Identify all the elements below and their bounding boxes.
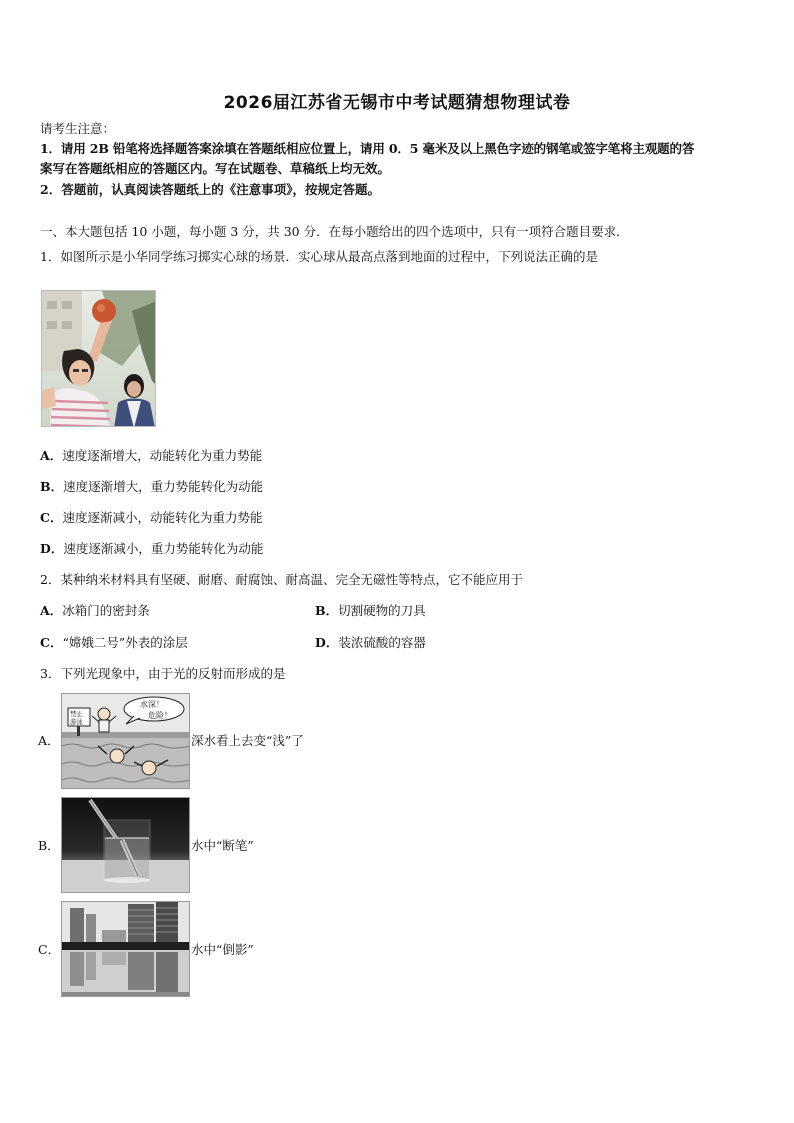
q2-option-a[interactable]: [40, 601, 150, 621]
sign-text-line2: 游泳: [70, 718, 83, 726]
page-title: 2026届江苏省无锡市中考试题猜想物理试卷: [223, 93, 571, 113]
q1-option-a[interactable]: [40, 446, 262, 466]
q3-option-c-label[interactable]: C．: [38, 942, 61, 957]
swimming-warning-image: [61, 693, 190, 789]
q3-option-a-label[interactable]: A．: [38, 733, 60, 748]
broken-pencil-illustration: [62, 798, 190, 893]
q2-option-b-label: B．: [315, 603, 339, 618]
reflection-image: [61, 901, 190, 997]
q2-option-b[interactable]: [315, 601, 426, 621]
q1-option-b-label: B．: [40, 479, 64, 494]
q3-option-b-label[interactable]: B．: [38, 838, 60, 853]
q2-option-c[interactable]: [40, 633, 188, 653]
q1-option-d-label: D．: [40, 541, 64, 556]
q2-option-a-label: A．: [40, 603, 63, 618]
q1-option-a-label: A．: [40, 448, 63, 463]
q2-option-b-text: 切割硬物的刀具: [338, 603, 426, 618]
notice-heading: 请考生注意：: [40, 121, 116, 136]
q1-option-d[interactable]: [40, 539, 263, 559]
q1-option-b[interactable]: [40, 477, 263, 497]
bubble-text-line1: 水深！: [140, 700, 164, 709]
q1-option-c-label: C．: [40, 510, 63, 525]
shot-put-illustration: [42, 291, 156, 427]
shot-put-photo: [41, 290, 156, 427]
q2-option-c-text: “嫦娥二号”外表的涂层: [62, 635, 188, 650]
q1-option-c[interactable]: [40, 508, 262, 528]
q2-option-d-text: 装浓硫酸的容器: [338, 635, 426, 650]
q1-stem: 1．如图所示是小华同学练习掷实心球的场景．实心球从最高点落到地面的过程中，下列说法正确的是: [40, 249, 598, 264]
broken-pencil-image: [61, 797, 190, 893]
q2-option-a-text: 冰箱门的密封条: [62, 603, 150, 618]
q1-option-b-text: 速度逐渐增大，重力势能转化为动能: [63, 479, 264, 494]
notice-item1-line2: 案写在答题纸相应的答题区内。写在试题卷、草稿纸上均无效。: [40, 161, 391, 176]
notice-item2: 2．答题前，认真阅读答题纸上的《注意事项》，按规定答题。: [40, 182, 380, 197]
notice-item1-line1: 1．请用 2B 铅笔将选择题答案涂填在答题纸相应位置上，请用 0．5 毫米及以上黑色字迹的钢笔或签字笔将主观题的答: [40, 141, 695, 156]
q2-option-d-label: D．: [315, 635, 339, 650]
q2-option-d[interactable]: [315, 633, 426, 653]
swimming-warning-illustration: [62, 694, 190, 789]
q3-option-c-text: 水中“倒影”: [191, 942, 254, 957]
q3-option-a-text: 深水看上去变“浅”了: [191, 733, 304, 748]
section1-heading: 一、本大题包括 10 小题，每小题 3 分，共 30 分．在每小题给出的四个选项中，只有一项符合题目要求．: [40, 224, 629, 239]
q1-option-a-text: 速度逐渐增大，动能转化为重力势能: [62, 448, 263, 463]
q2-stem: 2．某种纳米材料具有坚硬、耐磨、耐腐蚀、耐高温、完全无磁性等特点，它不能应用于: [40, 572, 523, 587]
sign-text-line1: 禁止: [70, 710, 83, 718]
q2-option-c-label: C．: [40, 635, 63, 650]
q3-option-b-text: 水中“断笔”: [191, 838, 254, 853]
q1-option-c-text: 速度逐渐减小，动能转化为重力势能: [62, 510, 263, 525]
bubble-text-line2: 危险！: [148, 711, 172, 720]
q1-option-d-text: 速度逐渐减小，重力势能转化为动能: [63, 541, 264, 556]
reflection-illustration: [62, 902, 190, 997]
q3-stem: 3．下列光现象中，由于光的反射而形成的是: [40, 666, 286, 681]
